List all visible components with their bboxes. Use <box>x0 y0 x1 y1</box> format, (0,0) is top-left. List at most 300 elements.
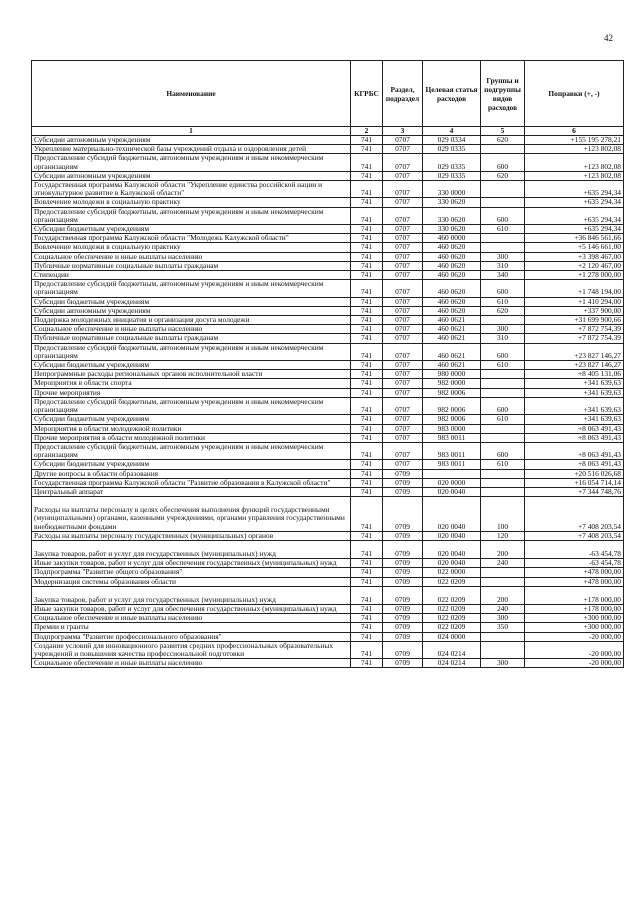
row-target: 029 0335 <box>423 154 481 171</box>
row-amount: +341 639,63 <box>525 379 624 388</box>
row-name: Центральный аппарат <box>32 487 351 496</box>
row-target: 460 0621 <box>423 343 481 360</box>
row-name: Субсидии автономным учреждениям <box>32 306 351 315</box>
row-name: Мероприятия в области молодежной политики <box>32 424 351 433</box>
row-target: 330 0620 <box>423 225 481 234</box>
table-row <box>32 415 624 424</box>
row-target: 980 0000 <box>423 370 481 379</box>
row-name: Иные закупки товаров, работ и услуг для обеспечения государственных (муниципальных) нужд <box>32 559 351 568</box>
header-row <box>32 61 624 127</box>
row-target: 460 0620 <box>423 271 481 280</box>
table-row <box>32 181 624 198</box>
row-group: 620 <box>481 171 525 180</box>
row-amount: +1 278 000,00 <box>525 271 624 280</box>
row-target: 460 0620 <box>423 261 481 270</box>
row-target: 022 0209 <box>423 604 481 613</box>
row-target: 460 0620 <box>423 280 481 297</box>
row-section: 0709 <box>383 614 423 623</box>
row-section: 0707 <box>383 370 423 379</box>
row-kgrbs: 741 <box>351 623 383 632</box>
row-section: 0707 <box>383 325 423 334</box>
row-section: 0707 <box>383 234 423 243</box>
row-name: Создание условий для инновационного развития средних профессиональных образовательных учреждений и повышения качества профессиональной подготовки <box>32 641 351 658</box>
row-kgrbs: 741 <box>351 487 383 496</box>
row-name: Прочие мероприятия <box>32 388 351 397</box>
col-number: 3 <box>383 127 423 136</box>
row-name: Субсидии бюджетным учреждениям <box>32 460 351 469</box>
row-amount: +123 802,08 <box>525 145 624 154</box>
table-row <box>32 154 624 171</box>
row-name: Расходы на выплаты персоналу государственных (муниципальных) органов <box>32 531 351 540</box>
row-target: 330 0000 <box>423 181 481 198</box>
row-section: 0707 <box>383 388 423 397</box>
row-name: Субсидии бюджетным учреждениям <box>32 415 351 424</box>
row-section: 0709 <box>383 469 423 478</box>
table-row <box>32 207 624 224</box>
row-amount: +1 410 294,00 <box>525 297 624 306</box>
row-group: 200 <box>481 586 525 604</box>
row-section: 0709 <box>383 540 423 558</box>
row-name: Предоставление субсидий бюджетным, автономным учреждениям и иным некоммерческим организациям <box>32 280 351 297</box>
row-section: 0707 <box>383 397 423 414</box>
row-group <box>481 234 525 243</box>
row-target: 022 0209 <box>423 614 481 623</box>
row-group <box>481 478 525 487</box>
row-group <box>481 316 525 325</box>
row-target: 460 0621 <box>423 316 481 325</box>
row-section: 0707 <box>383 154 423 171</box>
row-amount: +1 748 194,00 <box>525 280 624 297</box>
row-target: 024 0214 <box>423 659 481 668</box>
row-group <box>481 632 525 641</box>
row-name: Предоставление субсидий бюджетным, автономным учреждениям и иным некоммерческим организациям <box>32 207 351 224</box>
row-kgrbs: 741 <box>351 316 383 325</box>
row-group <box>481 388 525 397</box>
table-row <box>32 171 624 180</box>
row-section: 0707 <box>383 316 423 325</box>
row-kgrbs: 741 <box>351 334 383 343</box>
row-target: 022 0209 <box>423 577 481 586</box>
row-kgrbs: 741 <box>351 198 383 207</box>
table-row <box>32 614 624 623</box>
row-amount: +478 000,00 <box>525 577 624 586</box>
row-section: 0707 <box>383 433 423 442</box>
row-group: 120 <box>481 531 525 540</box>
row-section: 0709 <box>383 604 423 613</box>
row-section: 0707 <box>383 252 423 261</box>
row-name: Социальное обеспечение и иные выплаты населению <box>32 614 351 623</box>
row-kgrbs: 741 <box>351 478 383 487</box>
row-group: 340 <box>481 271 525 280</box>
row-group: 620 <box>481 306 525 315</box>
row-kgrbs: 741 <box>351 234 383 243</box>
row-kgrbs: 741 <box>351 243 383 252</box>
row-amount: +23 827 146,27 <box>525 343 624 360</box>
table-row <box>32 577 624 586</box>
row-amount: +178 000,00 <box>525 586 624 604</box>
row-kgrbs: 741 <box>351 531 383 540</box>
row-amount: +8 063 491,43 <box>525 433 624 442</box>
page-number: 42 <box>604 33 613 43</box>
table-row <box>32 379 624 388</box>
row-target: 983 0011 <box>423 433 481 442</box>
row-section: 0707 <box>383 136 423 145</box>
row-kgrbs: 741 <box>351 379 383 388</box>
row-name: Другие вопросы в области образования <box>32 469 351 478</box>
row-kgrbs: 741 <box>351 297 383 306</box>
row-group: 240 <box>481 559 525 568</box>
row-group: 600 <box>481 207 525 224</box>
row-name: Публичные нормативные социальные выплаты гражданам <box>32 261 351 270</box>
row-amount: -63 454,78 <box>525 559 624 568</box>
row-amount: +635 294,34 <box>525 225 624 234</box>
row-section: 0707 <box>383 145 423 154</box>
row-amount: +7 408 203,54 <box>525 531 624 540</box>
table-row <box>32 370 624 379</box>
row-target: 460 0620 <box>423 297 481 306</box>
row-name: Вовлечение молодежи в социальную практику <box>32 243 351 252</box>
row-name: Субсидии бюджетным учреждениям <box>32 297 351 306</box>
row-target: 022 0209 <box>423 586 481 604</box>
table-row <box>32 442 624 459</box>
row-kgrbs: 741 <box>351 397 383 414</box>
table-row <box>32 469 624 478</box>
row-section: 0709 <box>383 623 423 632</box>
row-section: 0707 <box>383 225 423 234</box>
row-kgrbs: 741 <box>351 280 383 297</box>
row-kgrbs: 741 <box>351 469 383 478</box>
table-row <box>32 361 624 370</box>
row-group: 600 <box>481 280 525 297</box>
row-group: 600 <box>481 397 525 414</box>
table-row <box>32 252 624 261</box>
row-target: 022 0000 <box>423 568 481 577</box>
row-name: Государственная программа Калужской области "Укрепление единства российской нации и этнокультурное развитие в Калужской области" <box>32 181 351 198</box>
row-name: Подпрограмма "Развитие профессионального образования" <box>32 632 351 641</box>
row-amount: -20 000,00 <box>525 641 624 658</box>
row-target: 983 0000 <box>423 424 481 433</box>
row-target: 982 0006 <box>423 388 481 397</box>
row-section: 0707 <box>383 460 423 469</box>
row-group: 300 <box>481 252 525 261</box>
header-section: Раздел, подраздел <box>383 61 423 127</box>
row-target: 020 0040 <box>423 487 481 496</box>
header-target: Целевая статья расходов <box>423 61 481 127</box>
row-amount: +20 516 026,68 <box>525 469 624 478</box>
row-section: 0707 <box>383 198 423 207</box>
table-row <box>32 497 624 532</box>
row-group: 620 <box>481 136 525 145</box>
table-row <box>32 225 624 234</box>
row-target: 460 0621 <box>423 325 481 334</box>
row-kgrbs: 741 <box>351 497 383 532</box>
row-group <box>481 487 525 496</box>
row-kgrbs: 741 <box>351 540 383 558</box>
row-target: 020 0040 <box>423 531 481 540</box>
row-amount: +635 294,34 <box>525 198 624 207</box>
row-group: 310 <box>481 261 525 270</box>
row-target: 982 0006 <box>423 415 481 424</box>
row-kgrbs: 741 <box>351 370 383 379</box>
row-section: 0707 <box>383 306 423 315</box>
row-target: 983 0011 <box>423 442 481 459</box>
row-amount: +478 000,00 <box>525 568 624 577</box>
row-name: Расходы на выплаты персоналу в целях обеспечения выполнения функций государственными (муниципальными) органами, казенными учреждениями, органами управления государственными внебюджетными фондами <box>32 497 351 532</box>
row-section: 0707 <box>383 271 423 280</box>
row-group: 300 <box>481 325 525 334</box>
row-target: 983 0011 <box>423 460 481 469</box>
col-number: 6 <box>525 127 624 136</box>
row-amount: +31 699 900,66 <box>525 316 624 325</box>
row-section: 0707 <box>383 343 423 360</box>
row-amount: -20 000,00 <box>525 632 624 641</box>
row-section: 0707 <box>383 261 423 270</box>
row-kgrbs: 741 <box>351 442 383 459</box>
row-group: 300 <box>481 659 525 668</box>
row-kgrbs: 741 <box>351 325 383 334</box>
row-group: 300 <box>481 614 525 623</box>
row-name: Субсидии бюджетным учреждениям <box>32 225 351 234</box>
table-row <box>32 280 624 297</box>
table-row <box>32 424 624 433</box>
row-target <box>423 469 481 478</box>
header-groups: Группы и подгруппы видов расходов <box>481 61 525 127</box>
row-section: 0707 <box>383 334 423 343</box>
row-section: 0709 <box>383 531 423 540</box>
row-name: Предоставление субсидий бюджетным, автономным учреждениям и иным некоммерческим организациям <box>32 154 351 171</box>
row-kgrbs: 741 <box>351 361 383 370</box>
row-target: 460 0620 <box>423 252 481 261</box>
table-row <box>32 343 624 360</box>
row-name: Предоставление субсидий бюджетным, автономным учреждениям и иным некоммерческим организациям <box>32 442 351 459</box>
table-row <box>32 433 624 442</box>
row-group <box>481 433 525 442</box>
row-section: 0709 <box>383 659 423 668</box>
row-amount: +337 900,00 <box>525 306 624 315</box>
table-row <box>32 334 624 343</box>
row-kgrbs: 741 <box>351 154 383 171</box>
row-section: 0709 <box>383 577 423 586</box>
row-section: 0707 <box>383 243 423 252</box>
row-name: Модернизация системы образования области <box>32 577 351 586</box>
row-section: 0707 <box>383 415 423 424</box>
table-body <box>32 136 624 668</box>
row-section: 0707 <box>383 297 423 306</box>
table-row <box>32 297 624 306</box>
row-amount: +635 294,34 <box>525 181 624 198</box>
row-target: 982 0000 <box>423 379 481 388</box>
row-kgrbs: 741 <box>351 136 383 145</box>
row-kgrbs: 741 <box>351 271 383 280</box>
table-row <box>32 659 624 668</box>
row-group: 610 <box>481 460 525 469</box>
row-amount: +23 827 146,27 <box>525 361 624 370</box>
row-group: 610 <box>481 225 525 234</box>
row-amount: +123 802,08 <box>525 154 624 171</box>
row-name: Государственная программа Калужской области "Развитие образования в Калужской области" <box>32 478 351 487</box>
row-group <box>481 145 525 154</box>
row-group: 600 <box>481 154 525 171</box>
row-group <box>481 424 525 433</box>
row-target: 460 0620 <box>423 306 481 315</box>
table-row <box>32 586 624 604</box>
row-group <box>481 641 525 658</box>
row-group: 240 <box>481 604 525 613</box>
row-amount: +341 639,63 <box>525 415 624 424</box>
row-target: 020 0040 <box>423 497 481 532</box>
row-kgrbs: 741 <box>351 343 383 360</box>
row-target: 020 0040 <box>423 559 481 568</box>
row-name: Закупка товаров, работ и услуг для государственных (муниципальных) нужд <box>32 540 351 558</box>
row-name: Предоставление субсидий бюджетным, автономным учреждениям и иным некоммерческим организациям <box>32 397 351 414</box>
row-kgrbs: 741 <box>351 171 383 180</box>
row-group <box>481 181 525 198</box>
row-name: Иные закупки товаров, работ и услуг для обеспечения государственных (муниципальных) нужд <box>32 604 351 613</box>
row-section: 0707 <box>383 207 423 224</box>
table-row <box>32 316 624 325</box>
row-name: Премии и гранты <box>32 623 351 632</box>
row-section: 0707 <box>383 361 423 370</box>
table-row <box>32 198 624 207</box>
row-section: 0709 <box>383 568 423 577</box>
row-kgrbs: 741 <box>351 586 383 604</box>
table-row <box>32 243 624 252</box>
row-group: 600 <box>481 343 525 360</box>
row-amount: +2 120 467,00 <box>525 261 624 270</box>
row-group: 100 <box>481 497 525 532</box>
row-amount: +7 872 754,39 <box>525 334 624 343</box>
table-row <box>32 261 624 270</box>
row-amount: +8 063 491,43 <box>525 460 624 469</box>
row-kgrbs: 741 <box>351 207 383 224</box>
row-section: 0709 <box>383 559 423 568</box>
table-row <box>32 540 624 558</box>
table-row <box>32 306 624 315</box>
row-amount: +7 408 203,54 <box>525 497 624 532</box>
table-row <box>32 145 624 154</box>
row-name: Мероприятия в области спорта <box>32 379 351 388</box>
row-group: 200 <box>481 540 525 558</box>
row-name: Социальное обеспечение и иные выплаты населению <box>32 659 351 668</box>
column-number-row <box>32 127 624 136</box>
row-target: 020 0000 <box>423 478 481 487</box>
col-number: 4 <box>423 127 481 136</box>
row-amount: -20 000,00 <box>525 659 624 668</box>
row-kgrbs: 741 <box>351 306 383 315</box>
row-group <box>481 469 525 478</box>
row-name: Укрепление материально-технической базы учреждений отдыха и оздоровления детей <box>32 145 351 154</box>
row-amount: +7 872 754,39 <box>525 325 624 334</box>
row-group: 610 <box>481 361 525 370</box>
row-target: 330 0620 <box>423 207 481 224</box>
table-row <box>32 531 624 540</box>
row-kgrbs: 741 <box>351 145 383 154</box>
row-section: 0709 <box>383 586 423 604</box>
row-target: 460 0621 <box>423 334 481 343</box>
row-amount: -63 454,78 <box>525 540 624 558</box>
row-amount: +8 405 131,06 <box>525 370 624 379</box>
header-name: Наименование <box>32 61 351 127</box>
row-name: Поддержка молодежных инициатив и организация досуга молодежи <box>32 316 351 325</box>
row-kgrbs: 741 <box>351 460 383 469</box>
row-group <box>481 379 525 388</box>
row-group: 610 <box>481 297 525 306</box>
table-row <box>32 136 624 145</box>
row-name: Прочие мероприятия в области молодежной политики <box>32 433 351 442</box>
row-amount: +155 195 278,21 <box>525 136 624 145</box>
row-name: Подпрограмма "Развитие общего образования" <box>32 568 351 577</box>
row-amount: +8 063 491,43 <box>525 424 624 433</box>
budget-table <box>31 60 624 668</box>
row-target: 330 0620 <box>423 198 481 207</box>
row-kgrbs: 741 <box>351 388 383 397</box>
table-row <box>32 641 624 658</box>
row-kgrbs: 741 <box>351 559 383 568</box>
row-kgrbs: 741 <box>351 181 383 198</box>
row-section: 0709 <box>383 641 423 658</box>
row-target: 460 0621 <box>423 361 481 370</box>
row-kgrbs: 741 <box>351 433 383 442</box>
table-row <box>32 325 624 334</box>
row-section: 0709 <box>383 487 423 496</box>
row-name: Закупка товаров, работ и услуг для государственных (муниципальных) нужд <box>32 586 351 604</box>
row-kgrbs: 741 <box>351 568 383 577</box>
row-target: 022 0209 <box>423 623 481 632</box>
row-name: Вовлечение молодежи в социальную практику <box>32 198 351 207</box>
row-name: Стипендии <box>32 271 351 280</box>
col-number: 2 <box>351 127 383 136</box>
row-amount: +7 344 748,76 <box>525 487 624 496</box>
row-group <box>481 198 525 207</box>
row-kgrbs: 741 <box>351 225 383 234</box>
row-amount: +300 000,00 <box>525 614 624 623</box>
row-kgrbs: 741 <box>351 577 383 586</box>
row-kgrbs: 741 <box>351 614 383 623</box>
row-group <box>481 577 525 586</box>
table-row <box>32 388 624 397</box>
table-row <box>32 460 624 469</box>
row-group: 350 <box>481 623 525 632</box>
row-name: Непрограммные расходы региональных органов исполнительной власти <box>32 370 351 379</box>
row-section: 0707 <box>383 379 423 388</box>
row-kgrbs: 741 <box>351 641 383 658</box>
row-kgrbs: 741 <box>351 261 383 270</box>
row-target: 029 0334 <box>423 136 481 145</box>
row-group <box>481 243 525 252</box>
table-row <box>32 559 624 568</box>
row-amount: +178 000,00 <box>525 604 624 613</box>
row-kgrbs: 741 <box>351 659 383 668</box>
row-target: 020 0040 <box>423 540 481 558</box>
row-group <box>481 370 525 379</box>
row-name: Предоставление субсидий бюджетным, автономным учреждениям и иным некоммерческим организациям <box>32 343 351 360</box>
row-kgrbs: 741 <box>351 604 383 613</box>
table-row <box>32 487 624 496</box>
row-target: 460 0620 <box>423 243 481 252</box>
row-section: 0709 <box>383 478 423 487</box>
row-section: 0707 <box>383 442 423 459</box>
row-target: 029 0335 <box>423 145 481 154</box>
row-amount: +300 000,00 <box>525 623 624 632</box>
row-target: 982 0006 <box>423 397 481 414</box>
row-group: 310 <box>481 334 525 343</box>
table-row <box>32 568 624 577</box>
row-target: 024 0214 <box>423 641 481 658</box>
row-section: 0709 <box>383 497 423 532</box>
row-name: Публичные нормативные социальные выплаты гражданам <box>32 334 351 343</box>
row-amount: +635 294,34 <box>525 207 624 224</box>
table-row <box>32 478 624 487</box>
